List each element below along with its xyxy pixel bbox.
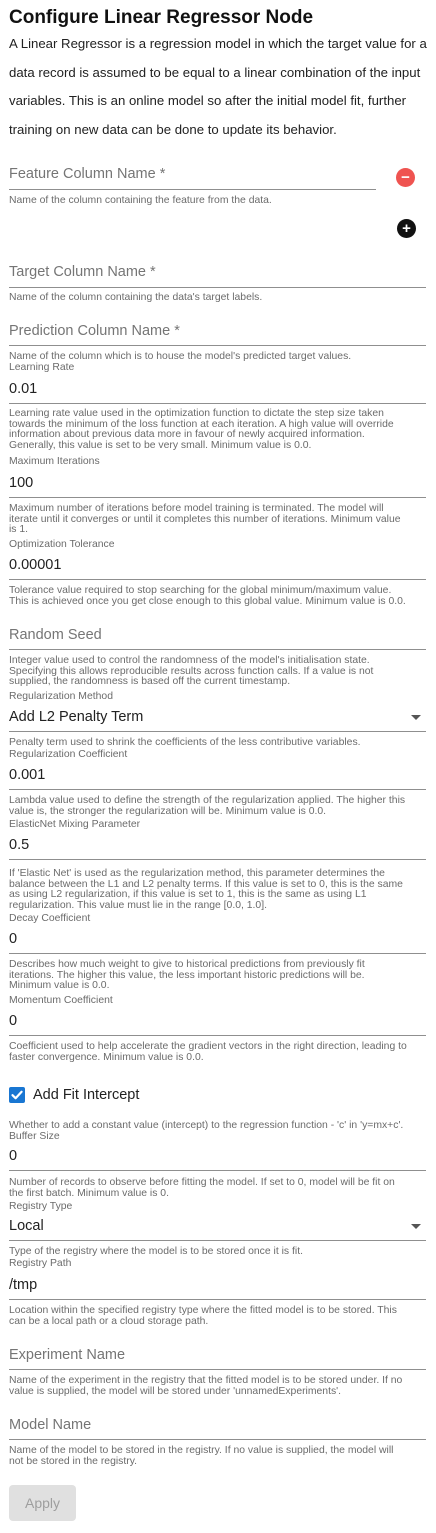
registry-path-input[interactable]: /tmp [9, 1277, 38, 1293]
remove-feature-icon[interactable]: − [396, 168, 415, 187]
reg-method-select[interactable]: Add L2 Penalty Term [9, 709, 144, 725]
momentum-input[interactable]: 0 [9, 1013, 18, 1029]
registry-path-underline [9, 1299, 426, 1300]
reg-method-underline [9, 731, 426, 732]
random-seed-underline [9, 649, 426, 650]
model-name-underline [9, 1439, 426, 1440]
registry-path-help: Location within the specified registry type where the fitted model is to be stored. This can be a local path or a cloud storage path. [9, 1305, 397, 1327]
elasticnet-help: If 'Elastic Net' is used as the regularization method, this parameter determines the balance between the L1 and L2 penalty terms. If this value is set to 0, this is the same as using L2 regularization, if this value is set to 1, this is the same as using L1 regularization. This value must lie in the range [0.0, 1.0]. [9, 868, 403, 912]
random-seed-input[interactable]: Random Seed [9, 627, 102, 643]
reg-coefficient-underline [9, 789, 426, 790]
opt-tolerance-input[interactable]: 0.00001 [9, 557, 62, 573]
feature-column-input[interactable]: Feature Column Name * [9, 166, 166, 182]
learning-rate-underline [9, 403, 426, 404]
buffer-size-input[interactable]: 0 [9, 1148, 18, 1164]
feature-column-help: Name of the column containing the feature from the data. [9, 195, 272, 206]
elasticnet-label: ElasticNet Mixing Parameter [9, 819, 141, 830]
buffer-size-label: Buffer Size [9, 1131, 60, 1142]
registry-type-select[interactable]: Local [9, 1218, 44, 1234]
momentum-underline [9, 1035, 426, 1036]
buffer-size-help: Number of records to observe before fitting the model. If set to 0, model will be fit on the first batch. Minimum value is 0. [9, 1177, 395, 1199]
reg-method-help: Penalty term used to shrink the coefficients of the less contributive variables. [9, 737, 361, 748]
intro-text: A Linear Regressor is a regression model in which the target value for a data record is assumed to be equal to a linear combination of the input variables. This is an online model so after the initial model fit, further training on new data can be done to update its behavior. [9, 36, 427, 137]
prediction-column-underline [9, 345, 426, 346]
random-seed-help: Integer value used to control the randomness of the model's initialisation state. Specifying this allows reproducible results across function calls. If a value is not supplied, the randomness is based off the current timestamp. [9, 655, 374, 688]
chevron-down-icon[interactable] [411, 1224, 421, 1229]
opt-tolerance-help: Tolerance value required to stop searching for the global minimum/maximum value. This is achieved once you get close enough to this global value. Minimum value is 0.0. [9, 585, 406, 607]
chevron-down-icon[interactable] [411, 715, 421, 720]
reg-coefficient-help: Lambda value used to define the strength of the regularization applied. The higher this value is, the stronger the regularization will be. Minimum value is 0.0. [9, 795, 406, 817]
target-column-help: Name of the column containing the data's target labels. [9, 292, 263, 303]
registry-path-label: Registry Path [9, 1258, 72, 1269]
opt-tolerance-underline [9, 579, 426, 580]
prediction-column-input[interactable]: Prediction Column Name * [9, 323, 180, 339]
registry-type-underline [9, 1240, 426, 1241]
registry-type-help: Type of the registry where the model is to be stored once it is fit. [9, 1246, 303, 1257]
experiment-name-help: Name of the experiment in the registry that the fitted model is to be stored under. If no value is supplied, the model will be stored under 'unnamedExperiments'. [9, 1375, 403, 1397]
page-title: Configure Linear Regressor Node [9, 7, 314, 28]
prediction-column-help: Name of the column which is to house the model's predicted target values. [9, 351, 352, 362]
reg-coefficient-label: Regularization Coefficient [9, 749, 128, 760]
learning-rate-label: Learning Rate [9, 362, 75, 373]
decay-underline [9, 953, 426, 954]
apply-button[interactable]: Apply [9, 1485, 76, 1521]
model-name-input[interactable]: Model Name [9, 1417, 92, 1433]
target-column-input[interactable]: Target Column Name * [9, 264, 156, 280]
elasticnet-input[interactable]: 0.5 [9, 837, 30, 853]
model-name-help: Name of the model to be stored in the registry. If no value is supplied, the model will not be stored in the registry. [9, 1445, 394, 1467]
experiment-name-underline [9, 1369, 426, 1370]
decay-help: Describes how much weight to give to historical predictions from previously fit iterations. The higher this value, the less important historic predictions will be. Minimum value is 0.0. [9, 959, 365, 992]
max-iterations-label: Maximum Iterations [9, 456, 100, 467]
decay-label: Decay Coefficient [9, 913, 91, 924]
experiment-name-input[interactable]: Experiment Name [9, 1347, 126, 1363]
learning-rate-help: Learning rate value used in the optimization function to dictate the step size taken towards the minimum of the loss function at each iteration. A high value will override information about previous data more in favour of newly acquired information. Generally, this value is set to be very small. Minimum value is 0.0. [9, 408, 394, 452]
fit-intercept-help: Whether to add a constant value (intercept) to the regression function - 'c' in 'y=mx+c'. [9, 1120, 404, 1131]
max-iterations-help: Maximum number of iterations before model training is terminated. The model will iterate until it converges or until it completes this number of iterations. Minimum value is 1. [9, 503, 401, 536]
feature-column-underline [9, 189, 376, 190]
check-icon [9, 1087, 25, 1103]
learning-rate-input[interactable]: 0.01 [9, 381, 38, 397]
target-column-underline [9, 287, 426, 288]
elasticnet-underline [9, 859, 426, 860]
fit-intercept-label[interactable]: Add Fit Intercept [33, 1087, 140, 1103]
max-iterations-underline [9, 497, 426, 498]
reg-method-label: Regularization Method [9, 691, 113, 702]
momentum-label: Momentum Coefficient [9, 995, 113, 1006]
momentum-help: Coefficient used to help accelerate the gradient vectors in the right direction, leading to faster convergence. Minimum value is 0.0. [9, 1041, 407, 1063]
add-feature-icon[interactable]: + [397, 219, 416, 238]
registry-type-label: Registry Type [9, 1201, 73, 1212]
reg-coefficient-input[interactable]: 0.001 [9, 767, 46, 783]
fit-intercept-checkbox[interactable] [9, 1087, 25, 1103]
decay-input[interactable]: 0 [9, 931, 18, 947]
opt-tolerance-label: Optimization Tolerance [9, 539, 115, 550]
max-iterations-input[interactable]: 100 [9, 475, 34, 491]
buffer-size-underline [9, 1170, 426, 1171]
